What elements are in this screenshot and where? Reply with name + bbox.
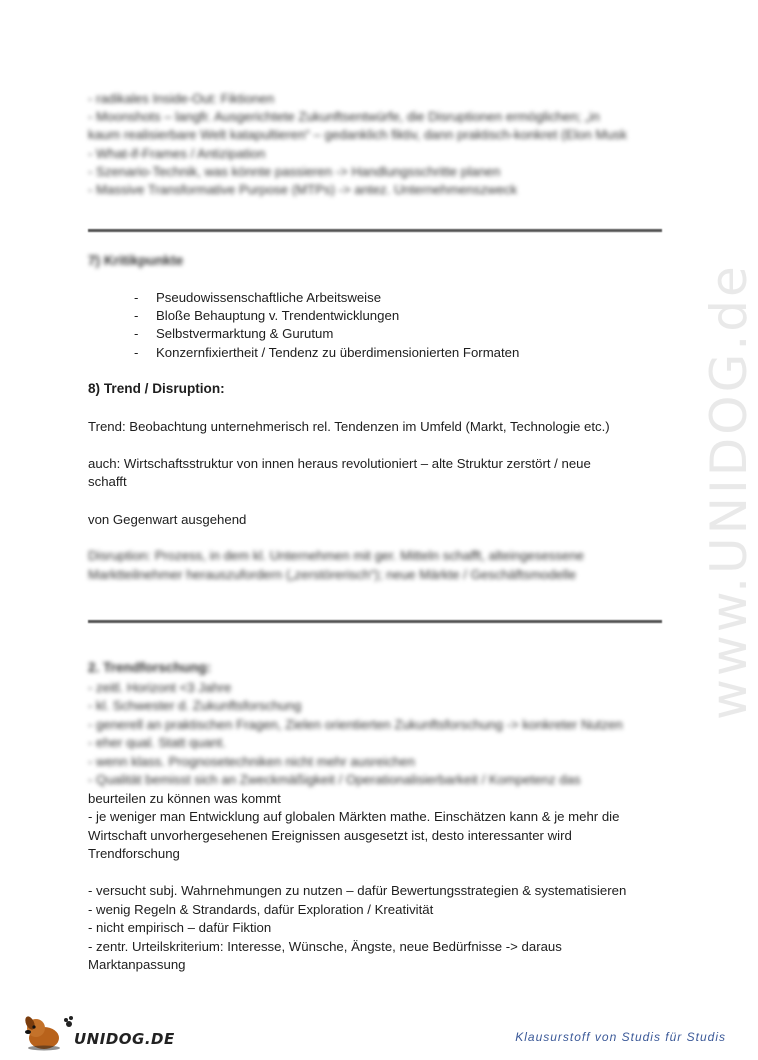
paragraph: Trend: Beobachtung unternehmerisch rel. Tendenzen im Umfeld (Markt, Technologie etc.) (88, 419, 610, 434)
paragraph: von Gegenwart ausgehend (88, 512, 247, 527)
blurred-line: - generell an praktischen Fragen, Zielen orientierten Zukunftsforschung -> konkreter Nutzen (88, 717, 623, 732)
bullet-dash: - (134, 345, 139, 360)
bullet-dash: - (134, 326, 139, 341)
list-item (134, 344, 519, 362)
blurred-line: kaum realisierbare Welt katapultieren“ – gedanklich fiktiv, dann praktisch-konkret (Elon Musk (88, 127, 627, 142)
section-7-heading: 7) Kritikpunkte (88, 253, 184, 268)
bullet-dash: - (134, 308, 139, 323)
paragraph: beurteilen zu können was kommt (88, 791, 281, 806)
blurred-line: - What-if-Frames / Antizipation (88, 146, 266, 161)
paragraph: - je weniger man Entwicklung auf globalen Märkten mathe. Einschätzen kann & je mehr die (88, 809, 620, 824)
blurred-line: - Szenario-Technik, was könnte passieren -> Handlungsschritte planen (88, 164, 501, 179)
list-item-text: Konzernfixiertheit / Tendenz zu überdimensionierten Formaten (156, 345, 520, 360)
blurred-line: Disruption: Prozess, in dem kl. Unternehmen mit ger. Mitteln schafft, alteingesessene (88, 548, 584, 563)
blurred-line: - Moonshots – langfr. Ausgerichtete Zukunftsentwürfe, die Disruptionen ermöglichen; „in (88, 109, 600, 124)
blurred-line: - Massive Transformative Purpose (MTPs) -> antez. Unternehmenszweck (88, 182, 518, 197)
paragraph: Wirtschaft unvorhergesehenen Ereignissen ausgesetzt ist, desto interessanter wird (88, 828, 572, 843)
blurred-line: - radikales Inside-Out: Fiktionen (88, 91, 275, 106)
list-item-text: Bloße Behauptung v. Trendentwicklungen (156, 308, 400, 323)
section-divider (88, 620, 662, 623)
paragraph: auch: Wirtschaftsstruktur von innen heraus revolutioniert – alte Struktur zerstört / neue (88, 456, 591, 471)
list-item (134, 307, 399, 325)
blurred-line: - Qualität bemisst sich an Zweckmäßigkeit / Operationalisierbarkeit / Kompetenz das (88, 772, 581, 787)
blurred-line: - eher qual. Statt quant. (88, 735, 226, 750)
section-2-heading: 2. Trendforschung: (88, 660, 212, 675)
blurred-line: - zeitl. Horizont <3 Jahre (88, 680, 232, 695)
paragraph: schafft (88, 474, 127, 489)
footer-tagline: Klausurstoff von Studis für Studis (515, 1030, 726, 1044)
blurred-line: - kl. Schwester d. Zukunftsforschung (88, 698, 302, 713)
section-divider (88, 229, 662, 232)
paragraph: - versucht subj. Wahrnehmungen zu nutzen – dafür Bewertungsstrategien & systematisieren (88, 883, 627, 898)
section-8-heading: 8) Trend / Disruption: (88, 381, 225, 396)
list-item (134, 289, 381, 307)
blurred-line: - wenn klass. Prognosetechniken nicht mehr ausreichen (88, 754, 415, 769)
list-item-text: Selbstvermarktung & Gurutum (156, 326, 334, 341)
unidog-logo[interactable] (22, 1014, 175, 1050)
list-item (134, 325, 333, 343)
watermark: www.UNIDOG.de (700, 263, 758, 720)
paragraph: Trendforschung (88, 846, 180, 861)
blurred-line: Marktteilnehmer herauszufordern („zerstörerisch“); neue Märkte / Geschäftsmodelle (88, 567, 577, 582)
paragraph: - zentr. Urteilskriterium: Interesse, Wünsche, Ängste, neue Bedürfnisse -> daraus (88, 939, 562, 954)
bullet-dash: - (134, 290, 139, 305)
dog-mascot-icon (22, 1014, 82, 1052)
paragraph: - wenig Regeln & Strandards, dafür Exploration / Kreativität (88, 902, 434, 917)
logo-text: UNIDOG.DE (74, 1030, 175, 1048)
list-item-text: Pseudowissenschaftliche Arbeitsweise (156, 290, 382, 305)
paragraph: Marktanpassung (88, 957, 186, 972)
paragraph: - nicht empirisch – dafür Fiktion (88, 920, 272, 935)
